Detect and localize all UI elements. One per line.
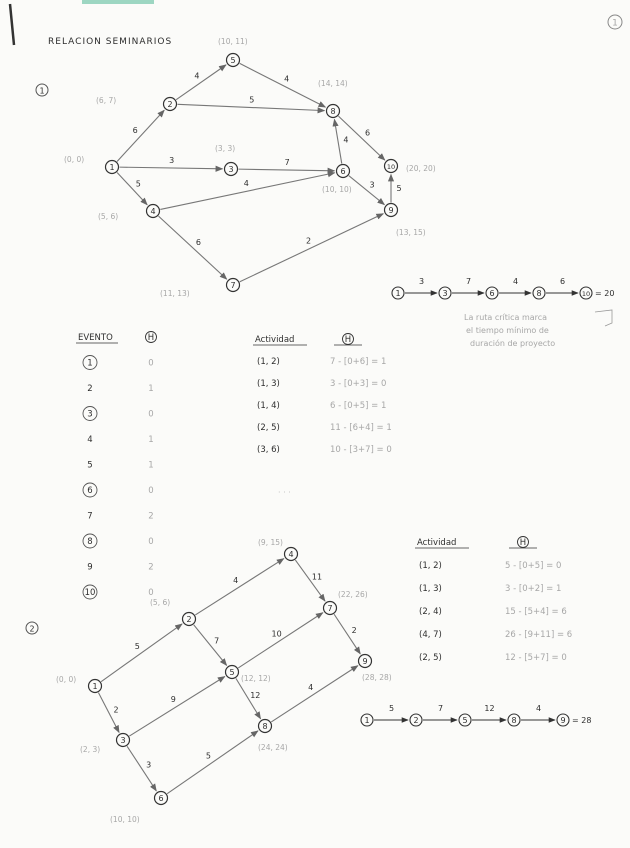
node-label: 7 bbox=[230, 281, 236, 290]
node-times-5: (10, 11) bbox=[218, 37, 248, 46]
node-6 bbox=[155, 792, 168, 805]
cp-weight: 4 bbox=[535, 704, 542, 713]
edge-1-4 bbox=[117, 172, 147, 204]
cp-weight: 4 bbox=[512, 277, 519, 286]
exercise2-network bbox=[56, 538, 395, 824]
cp-node-label: 8 bbox=[536, 289, 542, 298]
critical-path-note-line-3: duración de proyecto bbox=[470, 339, 556, 348]
events-header-h: H bbox=[147, 333, 155, 343]
activity-id: (1, 3) bbox=[257, 379, 280, 389]
cp-node-label: 1 bbox=[364, 716, 370, 725]
cp-weight: 6 bbox=[559, 277, 566, 286]
edge-weight-8-9: 4 bbox=[308, 682, 314, 692]
activity-id: (2, 5) bbox=[257, 423, 280, 433]
edge-weight-8-10: 6 bbox=[364, 128, 371, 138]
edge-weight-2-8: 5 bbox=[249, 95, 255, 105]
cp-total: = 20 bbox=[595, 289, 615, 298]
event-h: 1 bbox=[148, 435, 154, 445]
node-times-4: (5, 6) bbox=[98, 212, 119, 221]
node-6 bbox=[337, 165, 350, 178]
event-id: 8 bbox=[87, 537, 93, 547]
exercise1-label: 1 bbox=[39, 86, 45, 96]
activity-calc: 26 - [9+11] = 6 bbox=[505, 630, 573, 640]
edge-weight-1-2: 6 bbox=[132, 126, 138, 136]
activity-calc: 6 - [0+5] = 1 bbox=[330, 401, 387, 411]
edge-weight-4-7: 6 bbox=[195, 238, 201, 248]
cp-weight: 5 bbox=[388, 704, 395, 713]
node-label: 10 bbox=[386, 163, 396, 171]
edge-2-8 bbox=[177, 104, 324, 110]
event-h: 2 bbox=[148, 562, 154, 573]
node-8 bbox=[259, 720, 272, 733]
node-7 bbox=[324, 602, 337, 615]
node-10 bbox=[385, 160, 398, 173]
node-3 bbox=[117, 734, 130, 747]
event-id: 3 bbox=[87, 409, 93, 420]
edge-weight-5-8: 12 bbox=[250, 690, 261, 700]
cp-node-label: 2 bbox=[413, 716, 419, 725]
event-h: 0 bbox=[148, 486, 154, 496]
edge-weight-2-5: 7 bbox=[214, 636, 220, 646]
edge-2-5 bbox=[176, 65, 226, 100]
edge-weight-3-5: 9 bbox=[170, 695, 176, 705]
activity-id: (2, 5) bbox=[419, 653, 442, 663]
node-1 bbox=[106, 161, 119, 174]
node-times-3: (3, 3) bbox=[215, 144, 236, 153]
activity-id: (1, 3) bbox=[419, 584, 442, 594]
activity-id: (4, 7) bbox=[419, 630, 442, 640]
node-label: 5 bbox=[230, 56, 236, 65]
node-times-10: (20, 20) bbox=[406, 164, 436, 173]
cp-node-label: 9 bbox=[560, 716, 566, 725]
activity-calc: 3 - [0+2] = 1 bbox=[505, 584, 562, 594]
node-label: 2 bbox=[167, 100, 173, 109]
event-id: 5 bbox=[87, 460, 93, 471]
node-9 bbox=[385, 204, 398, 217]
node-7 bbox=[227, 279, 240, 292]
node-times-5: (12, 12) bbox=[241, 674, 271, 683]
critical-path-note-line-2: el tiempo mínimo de bbox=[466, 326, 549, 335]
node-1 bbox=[89, 680, 102, 693]
activity-id: (2, 4) bbox=[419, 607, 442, 617]
table-continuation-dots: · · · bbox=[278, 488, 291, 497]
activity-calc: 5 - [0+5] = 0 bbox=[505, 561, 562, 571]
edge-weight-3-6: 3 bbox=[146, 760, 152, 770]
edge-weight-4-6: 4 bbox=[243, 179, 249, 189]
edge-weight-1-4: 5 bbox=[135, 179, 141, 189]
node-label: 1 bbox=[92, 682, 98, 691]
event-id: 2 bbox=[87, 384, 93, 394]
note-bracket bbox=[595, 310, 612, 326]
node-5 bbox=[227, 54, 240, 67]
node-label: 8 bbox=[262, 722, 268, 731]
page-top-tab bbox=[82, 0, 154, 4]
edge-3-6 bbox=[127, 746, 156, 791]
node-times-7: (22, 26) bbox=[338, 590, 368, 599]
edge-2-5 bbox=[194, 625, 227, 666]
exercise2-label: 2 bbox=[29, 624, 35, 634]
cp-node-label: 1 bbox=[395, 289, 401, 298]
critical-path-note-line-1: La ruta crítica marca bbox=[464, 313, 548, 322]
activity-calc: 7 - [0+6] = 1 bbox=[330, 357, 387, 367]
event-id: 1 bbox=[87, 358, 93, 369]
cp-node-label: 10 bbox=[581, 290, 591, 298]
edge-weight-2-4: 4 bbox=[233, 575, 239, 585]
node-5 bbox=[226, 666, 239, 679]
node-times-2: (5, 6) bbox=[150, 598, 171, 607]
event-h: 2 bbox=[148, 511, 154, 522]
node-label: 1 bbox=[109, 163, 115, 172]
event-id: 9 bbox=[87, 562, 93, 573]
edge-5-7 bbox=[238, 613, 323, 668]
edge-1-2 bbox=[101, 624, 182, 682]
event-id: 7 bbox=[87, 511, 93, 522]
exercise1-critical-path bbox=[392, 277, 614, 299]
event-h: 0 bbox=[148, 588, 154, 598]
activity-id: (1, 2) bbox=[257, 357, 280, 367]
edge-1-3 bbox=[119, 167, 222, 169]
node-times-9: (13, 15) bbox=[396, 228, 426, 237]
edge-weight-6-9: 3 bbox=[369, 180, 375, 190]
page-header: RELACION SEMINARIOS bbox=[48, 37, 173, 47]
node-times-9: (28, 28) bbox=[362, 673, 392, 682]
activities-header-h: H bbox=[519, 538, 527, 548]
activity-id: (1, 4) bbox=[257, 401, 280, 411]
edge-weight-1-3: 2 bbox=[113, 705, 119, 715]
node-times-3: (2, 3) bbox=[80, 745, 101, 754]
exercise2-activities-table bbox=[415, 537, 572, 664]
event-h: 0 bbox=[148, 358, 154, 369]
node-label: 9 bbox=[362, 657, 368, 666]
event-id: 4 bbox=[87, 435, 93, 445]
event-h: 0 bbox=[148, 409, 154, 420]
edge-6-9 bbox=[349, 176, 385, 205]
page-margin-stroke bbox=[10, 4, 14, 45]
edge-weight-1-2: 5 bbox=[134, 641, 140, 651]
edge-8-9 bbox=[271, 666, 358, 722]
cp-node-label: 3 bbox=[442, 289, 448, 298]
exercise1-network bbox=[64, 37, 436, 298]
edge-6-8 bbox=[334, 119, 341, 163]
edge-7-9 bbox=[240, 214, 384, 282]
cp-weight: 7 bbox=[437, 704, 444, 713]
node-times-8: (24, 24) bbox=[258, 743, 288, 752]
node-9 bbox=[359, 655, 372, 668]
cp-weight: 12 bbox=[484, 704, 495, 713]
exercise2-critical-path bbox=[361, 704, 591, 726]
exercise1-activities-table bbox=[253, 334, 392, 456]
edge-weight-9-10: 5 bbox=[396, 184, 402, 193]
edge-4-7 bbox=[159, 216, 227, 279]
edge-weight-5-8: 4 bbox=[284, 74, 290, 84]
node-times-8: (14, 14) bbox=[318, 79, 348, 88]
node-3 bbox=[225, 163, 238, 176]
cp-weight: 3 bbox=[418, 277, 425, 286]
activity-id: (1, 2) bbox=[419, 561, 442, 571]
events-header-evento: EVENTO bbox=[78, 333, 113, 343]
page-number: 1 bbox=[612, 18, 618, 29]
edge-3-5 bbox=[129, 676, 224, 736]
event-h: 0 bbox=[148, 537, 154, 547]
node-times-6: (10, 10) bbox=[322, 185, 352, 194]
node-label: 3 bbox=[228, 165, 234, 174]
node-label: 6 bbox=[158, 794, 164, 803]
node-4 bbox=[147, 205, 160, 218]
node-times-1: (0, 0) bbox=[64, 155, 85, 164]
node-times-1: (0, 0) bbox=[56, 675, 77, 684]
activity-calc: 3 - [0+3] = 0 bbox=[330, 379, 387, 389]
edge-weight-1-3: 3 bbox=[169, 156, 175, 166]
node-label: 4 bbox=[288, 550, 294, 559]
event-h: 1 bbox=[148, 384, 154, 394]
activity-calc: 11 - [6+4] = 1 bbox=[330, 423, 392, 433]
edge-weight-7-9: 2 bbox=[306, 236, 312, 246]
cp-node-label: 5 bbox=[462, 716, 468, 725]
node-label: 3 bbox=[120, 736, 126, 745]
node-label: 5 bbox=[229, 668, 235, 677]
edge-weight-5-7: 10 bbox=[271, 629, 282, 639]
activity-calc: 12 - [5+7] = 0 bbox=[505, 653, 567, 663]
edge-weight-4-7: 11 bbox=[311, 572, 323, 582]
edge-weight-2-5: 4 bbox=[194, 71, 200, 81]
edge-2-4 bbox=[195, 559, 284, 615]
node-2 bbox=[164, 98, 177, 111]
activity-calc: 15 - [5+4] = 6 bbox=[505, 607, 567, 617]
node-times-7: (11, 13) bbox=[160, 289, 190, 298]
node-label: 7 bbox=[327, 604, 333, 613]
node-label: 6 bbox=[340, 167, 346, 176]
exercise1-events-table bbox=[76, 332, 157, 600]
cp-node-label: 6 bbox=[489, 289, 495, 298]
edge-6-8 bbox=[167, 731, 258, 794]
node-label: 4 bbox=[150, 207, 156, 216]
edge-weight-6-8: 4 bbox=[343, 135, 349, 145]
cp-node-label: 8 bbox=[511, 716, 517, 725]
node-times-6: (10, 10) bbox=[110, 815, 140, 824]
event-id: 10 bbox=[84, 588, 96, 598]
node-4 bbox=[285, 548, 298, 561]
node-label: 9 bbox=[388, 206, 394, 215]
node-2 bbox=[183, 613, 196, 626]
activities-header-h: H bbox=[344, 335, 352, 345]
edge-weight-7-9: 2 bbox=[351, 626, 357, 636]
activity-id: (3, 6) bbox=[257, 445, 280, 455]
cp-weight: 7 bbox=[465, 277, 472, 286]
node-times-4: (9, 15) bbox=[258, 538, 283, 547]
node-times-2: (6, 7) bbox=[96, 96, 117, 105]
cp-total: = 28 bbox=[572, 716, 592, 725]
activity-calc: 10 - [3+7] = 0 bbox=[330, 445, 392, 455]
event-h: 1 bbox=[148, 460, 154, 471]
edge-weight-6-8: 5 bbox=[205, 751, 211, 761]
edge-3-6 bbox=[238, 169, 334, 171]
node-label: 8 bbox=[330, 107, 336, 116]
activities-header-actividad: Actividad bbox=[255, 335, 295, 345]
edge-weight-3-6: 7 bbox=[284, 158, 290, 168]
node-label: 2 bbox=[186, 615, 192, 624]
event-id: 6 bbox=[87, 486, 93, 496]
activities-header-actividad: Actividad bbox=[417, 538, 457, 548]
node-8 bbox=[327, 105, 340, 118]
edge-1-2 bbox=[117, 110, 164, 161]
